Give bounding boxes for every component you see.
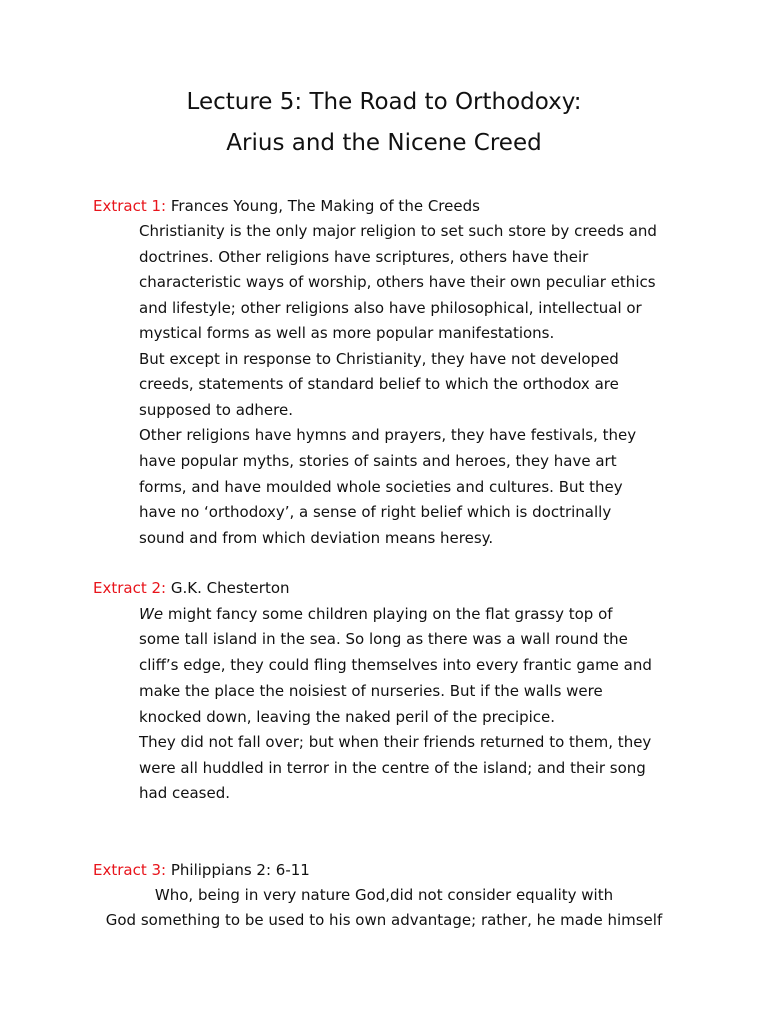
extract-2-line: some tall island in the sea. So long as there was a wall round the	[139, 630, 628, 648]
emphasis-we: We	[139, 605, 164, 623]
lecture-subtitle: Arius and the Nicene Creed	[226, 130, 542, 156]
extract-1-line: Christianity is the only major religion to set such store by creeds and	[139, 222, 657, 240]
extract-1-line: doctrines. Other religions have scriptures, others have their	[139, 248, 589, 266]
extract-2-line: were all huddled in terror in the centre of the island; and their song	[139, 759, 646, 777]
extract-1-line: supposed to adhere.	[139, 401, 293, 419]
extract-2-first-line	[139, 604, 613, 624]
extract-3-label: Extract 3:	[93, 861, 167, 879]
extract-2-heading	[93, 578, 290, 598]
extract-1-line: and lifestyle; other religions also have philosophical, intellectual or	[139, 299, 642, 317]
extract-1-label: Extract 1:	[93, 197, 167, 215]
extract-3-line: God something to be used to his own advantage; rather, he made himself	[105, 911, 663, 929]
extract-2-line: knocked down, leaving the naked peril of the precipice.	[139, 708, 556, 726]
extract-1-heading	[93, 196, 480, 216]
extract-2-line: had ceased.	[139, 784, 230, 802]
extract-3-heading	[93, 860, 310, 880]
extract-1-line: But except in response to Christianity, they have not developed	[139, 350, 619, 368]
extract-2-source: G.K. Chesterton	[170, 579, 290, 597]
extract-1-line: mystical forms as well as more popular manifestations.	[139, 324, 555, 342]
extract-3-line: Who, being in very nature God,did not consider equality with	[154, 886, 614, 904]
extract-2-line: make the place the noisiest of nurseries. But if the walls were	[139, 682, 603, 700]
extract-1-line: forms, and have moulded whole societies and cultures. But they	[139, 478, 623, 496]
lecture-title: Lecture 5: The Road to Orthodoxy:	[186, 89, 582, 115]
extract-1-line: have no ‘orthodoxy’, a sense of right belief which is doctrinally	[139, 503, 612, 521]
extract-1-line: Other religions have hymns and prayers, they have festivals, they	[139, 426, 637, 444]
extract-1-line: have popular myths, stories of saints and heroes, they have art	[139, 452, 617, 470]
extract-2-line: cliff’s edge, they could fling themselves into every frantic game and	[139, 656, 652, 674]
extract-1-source: Frances Young, The Making of the Creeds	[170, 197, 480, 215]
extract-1-line: characteristic ways of worship, others have their own peculiar ethics	[139, 273, 656, 291]
extract-2-label: Extract 2:	[93, 579, 167, 597]
extract-2-first-line-rest: might fancy some children playing on the flat grassy top of	[163, 605, 613, 623]
extract-1-line: sound and from which deviation means heresy.	[139, 529, 494, 547]
extract-1-line: creeds, statements of standard belief to which the orthodox are	[139, 375, 619, 393]
extract-2-line: They did not fall over; but when their friends returned to them, they	[139, 733, 652, 751]
extract-3-source: Philippians 2: 6-11	[170, 861, 310, 879]
